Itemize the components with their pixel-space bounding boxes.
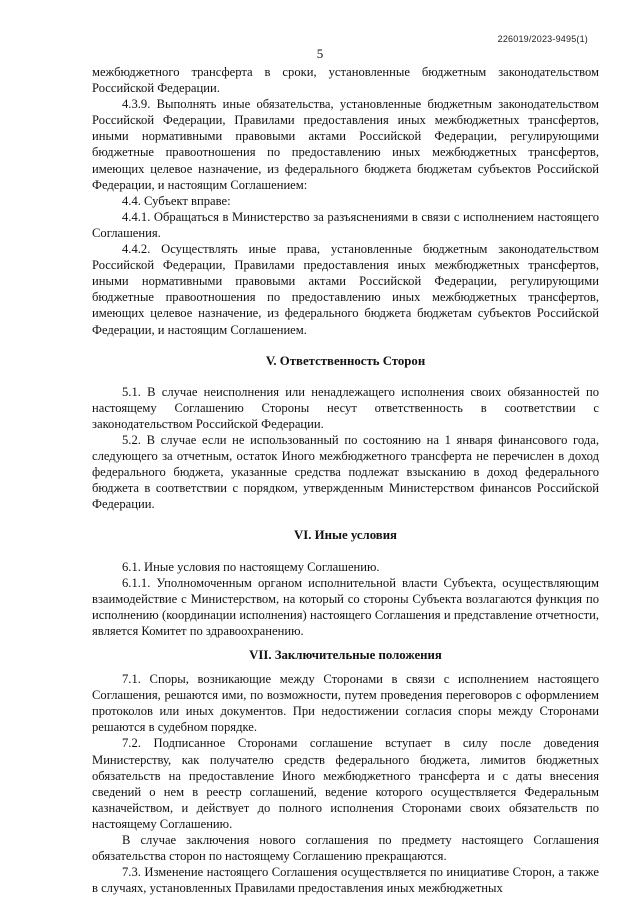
page-number: 5 — [316, 46, 324, 61]
paragraph-6-1: 6.1. Иные условия по настоящему Соглашению. — [122, 559, 380, 574]
paragraph-continuation: межбюджетного трансферта в сроки, установленные бюджетным законодательством Российской Федерации. — [92, 65, 599, 96]
document-number: 226019/2023-9495(1) — [497, 34, 588, 44]
section-heading-vii: VII. Заключительные положения — [249, 648, 442, 662]
paragraph-6-1-1: 6.1.1. Уполномоченным органом исполнительной власти Субъекта, осуществляющим взаимодействие с Министерством, на который со стороны Субъекта возлагаются функция по исполнению (координации исполнения) настоящего Соглашения и представление отчетности, является Комитет по здравоохранению. — [92, 575, 599, 638]
paragraph-7-2: 7.2. Подписанное Сторонами соглашение вступает в силу после доведения Министерству, как получателю средств федерального бюджета, лимитов бюджетных обязательств на предоставление Иного межбюджетного трансферта и с даты внесения сведений о нем в реестр соглашений, ведение которого осуществляется Федеральным казначейством, и действует до полного исполнения Сторонами своих обязательств по настоящему Соглашению. — [92, 736, 599, 831]
paragraph-4-4-1: 4.4.1. Обращаться в Министерство за разъяснениями в связи с исполнением настоящего Соглашения. — [92, 209, 599, 240]
section-heading-v: V. Ответственность Сторон — [265, 353, 426, 368]
paragraph-4-3-9: 4.3.9. Выполнять иные обязательства, установленные бюджетным законодательством Российской Федерации, Правилами предоставления иных межбюджетных трансфертов, иными нормативными правовыми актами Российской Федерации, регулирующими бюджетные правоотношения по предоставлению иных межбюджетных трансфертов, имеющих целевое назначение, из федерального бюджета бюджетам субъектов Российской Федерации, и настоящим Соглашением: — [92, 97, 599, 192]
paragraph-5-1: 5.1. В случае неисполнения или ненадлежащего исполнения своих обязанностей по настоящему Соглашению Стороны несут ответственность в соответствии с законодательством Российской Федерации. — [92, 384, 599, 431]
paragraph-5-2: 5.2. В случае если не использованный по состоянию на 1 января финансового года, следующего за отчетным, остаток Иного межбюджетного трансферта не перечислен в доход федерального бюджета, указанные средства подлежат взысканию в доход федерального бюджета в соответствии с порядком, утвержденным Министерством финансов Российской Федерации. — [92, 432, 599, 512]
paragraph-4-4-2: 4.4.2. Осуществлять иные права, установленные бюджетным законодательством Российской Федерации, Правилами предоставления иных межбюджетных трансфертов, иными нормативными правовыми актами Российской Федерации, регулирующими бюджетные правоотношения по предоставлению иных межбюджетных трансфертов, имеющих целевое назначение, из федерального бюджета бюджетам субъектов Российской Федерации, и настоящим Соглашением. — [92, 242, 599, 337]
paragraph-7-2-new-agreement: В случае заключения нового соглашения по предмету настоящего Соглашения обязательства сторон по настоящему Соглашению прекращаются. — [92, 833, 599, 864]
paragraph-4-4: 4.4. Субъект вправе: — [122, 193, 231, 208]
document-body — [92, 64, 599, 896]
paragraph-7-1: 7.1. Споры, возникающие между Сторонами в связи с исполнением настоящего Соглашения, решаются ими, по возможности, путем проведения переговоров с оформлением протоколов или иных документов. При недостижении согласия споры между Сторонами решаются в судебном порядке. — [92, 672, 599, 735]
section-heading-vi: VI. Иные условия — [294, 528, 397, 543]
paragraph-7-3: 7.3. Изменение настоящего Соглашения осуществляется по инициативе Сторон, а также в случаях, установленных Правилами предоставления иных межбюджетных — [92, 865, 599, 896]
